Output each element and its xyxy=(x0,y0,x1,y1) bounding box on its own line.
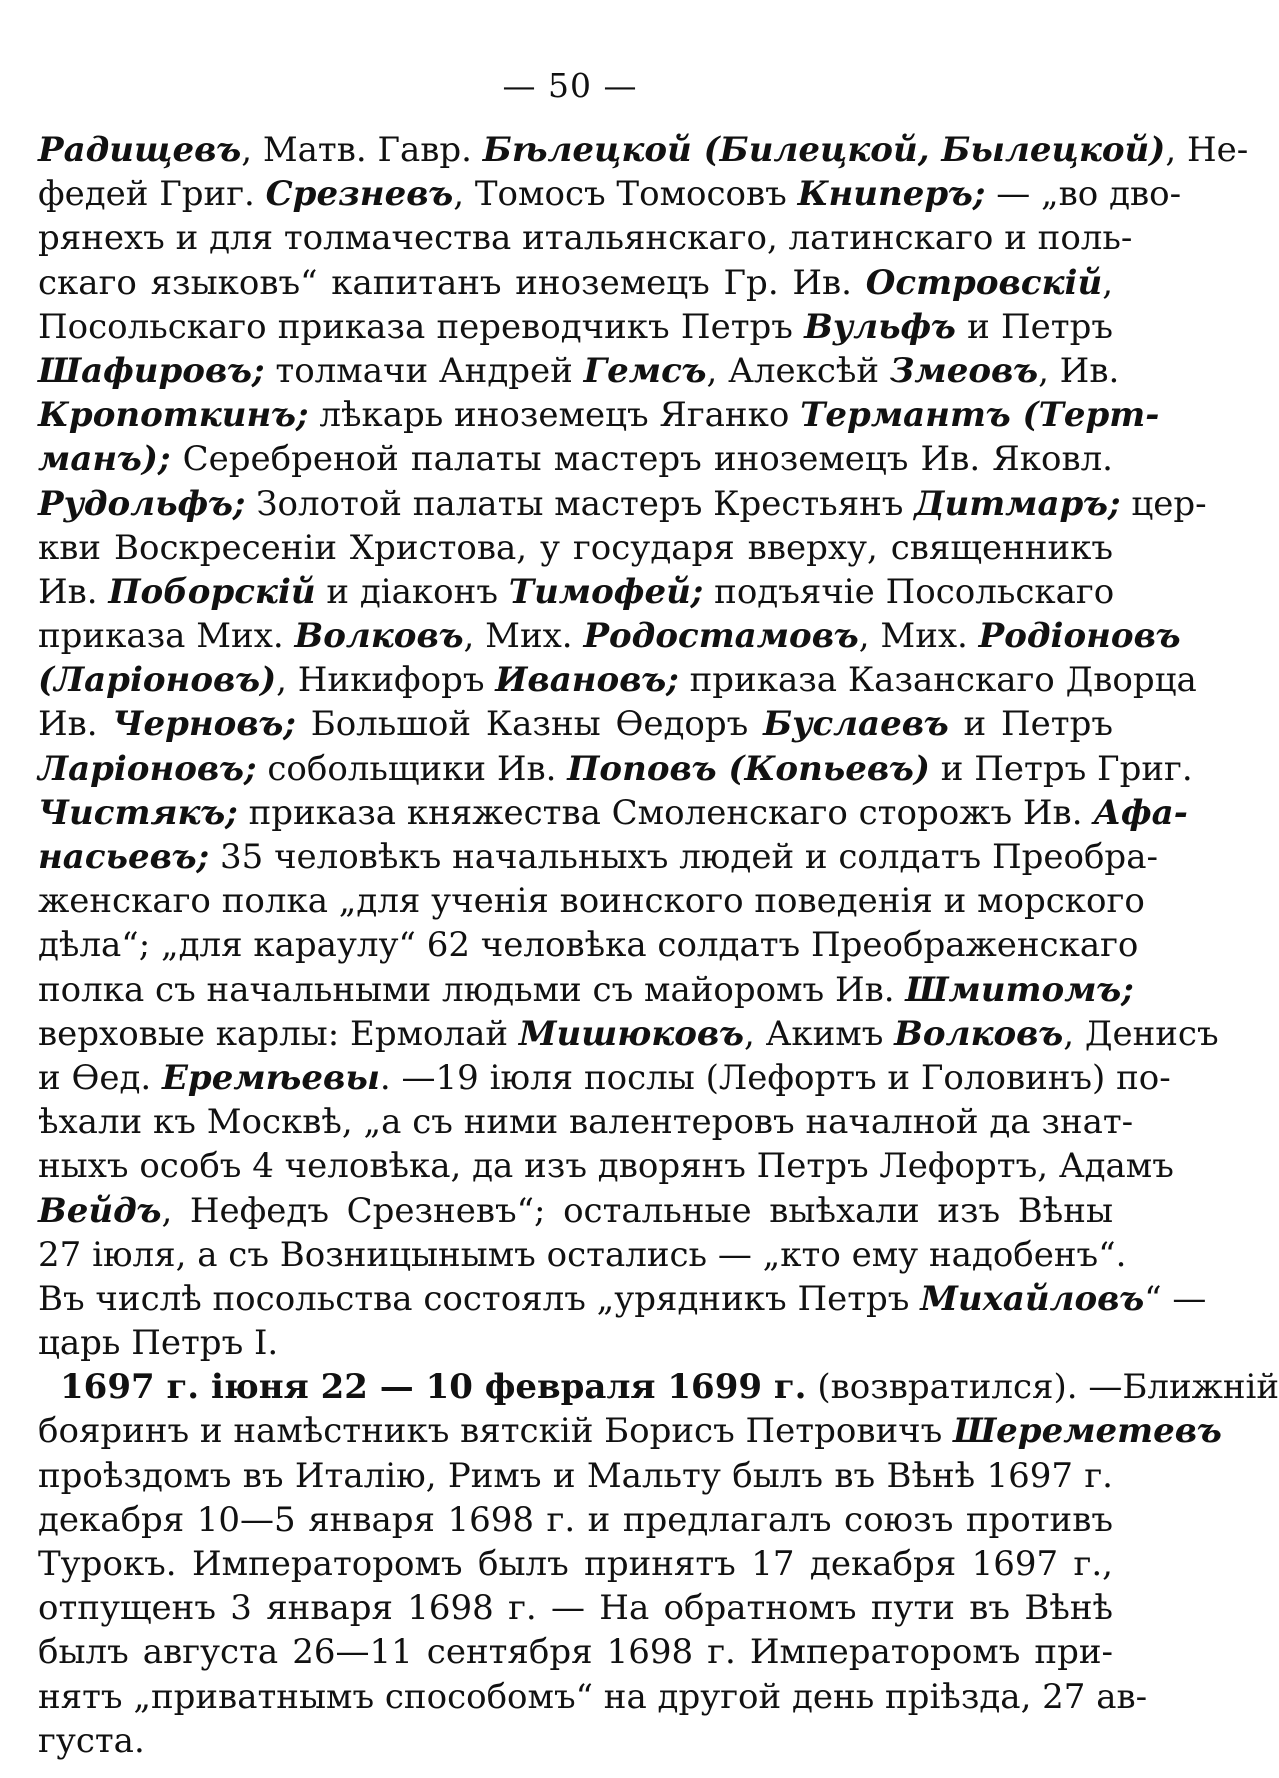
text-segment: , Никифоръ xyxy=(276,660,496,701)
text-line xyxy=(38,216,1133,260)
text-segment: . —19 іюля послы (Лефортъ и Головинъ) по- xyxy=(379,1057,1171,1098)
text-segment: и Петръ xyxy=(948,704,1113,745)
text-line xyxy=(38,1586,1113,1630)
text-segment: , Не- xyxy=(1165,130,1249,170)
text-line xyxy=(38,1630,1113,1674)
text-line xyxy=(38,702,1113,746)
text-segment: приказа Мих. xyxy=(38,616,295,657)
text-segment: подъячіе Посольскаго xyxy=(703,571,1115,612)
text-segment: собольщики Ив. xyxy=(256,748,568,789)
text-segment: ныхъ особъ 4 человѣка, да изъ дворянъ Петръ Лефортъ, Адамъ xyxy=(38,1146,1174,1187)
italic-name: Чистякъ; xyxy=(38,792,238,833)
text-segment: — „во дво- xyxy=(985,174,1182,215)
italic-name: Срезневъ xyxy=(265,174,454,215)
text-line xyxy=(38,835,1158,879)
italic-name: Родостамовъ xyxy=(583,616,859,657)
text-line xyxy=(38,1144,1174,1188)
italic-name: Афа- xyxy=(1093,792,1188,833)
text-line xyxy=(38,968,1134,1012)
text-line xyxy=(38,172,1182,216)
italic-name: Вейдъ xyxy=(38,1190,162,1231)
italic-name: Волковъ xyxy=(894,1013,1064,1054)
text-line xyxy=(38,1675,1148,1719)
italic-name: Островскій xyxy=(865,262,1103,303)
italic-name: Родіоновъ xyxy=(978,616,1181,657)
text-segment: “ — xyxy=(1144,1278,1207,1319)
italic-name: Радищевъ xyxy=(38,130,242,170)
italic-name: Тимофей; xyxy=(508,571,704,612)
italic-name: Ивановъ; xyxy=(495,660,679,701)
text-segment: 27 іюля, а съ Возницынымъ остались — „кто ему надобенъ“. xyxy=(38,1234,1127,1275)
text-segment: полка съ начальными людьми съ майоромъ Ив. xyxy=(38,969,906,1010)
italic-name: Ларіоновъ; xyxy=(38,748,257,789)
italic-name: Шмитомъ; xyxy=(905,969,1134,1010)
text-segment: проѣздомъ въ Италію, Римъ и Мальту былъ въ Вѣнѣ 1697 г. xyxy=(38,1455,1113,1496)
text-line xyxy=(38,1100,1134,1144)
italic-name: Книперъ; xyxy=(797,174,986,215)
text-line xyxy=(38,1233,1127,1277)
text-line xyxy=(38,1542,1113,1586)
italic-name: Вульфъ xyxy=(804,306,956,347)
italic-name: Поборскій xyxy=(108,571,316,612)
italic-name: насьевъ; xyxy=(38,837,210,877)
text-segment: Ив. xyxy=(38,571,109,612)
text-line xyxy=(38,1365,1279,1409)
text-line xyxy=(38,1454,1113,1498)
text-segment: 35 человѣкъ начальныхъ людей и солдатъ Преобра- xyxy=(209,837,1158,877)
italic-name: Гемсъ xyxy=(583,350,707,391)
text-line xyxy=(38,879,1145,923)
text-segment: и діаконъ xyxy=(315,571,509,612)
text-line xyxy=(38,1321,1113,1365)
bold-date: 1697 г. іюня 22 — 10 февраля 1699 г. xyxy=(60,1367,807,1408)
italic-name: Михайловъ xyxy=(920,1278,1145,1319)
text-line xyxy=(38,482,1207,526)
text-line xyxy=(38,393,1160,437)
text-line xyxy=(38,1056,1171,1100)
text-segment: и Ѳед. xyxy=(38,1057,163,1098)
text-segment: женскаго полка „для ученія воинского поведенія и морского xyxy=(38,881,1145,922)
text-segment: кви Воскресеніи Христова, у государя вверху, священникъ xyxy=(38,527,1113,568)
text-line xyxy=(38,526,1113,570)
italic-name: Термантъ (Терт- xyxy=(800,395,1160,436)
text-segment: нятъ „приватнымъ способомъ“ на другой день пріѣзда, 27 ав- xyxy=(38,1676,1148,1717)
text-line xyxy=(38,437,1113,481)
italic-name: Буслаевъ xyxy=(763,704,949,745)
italic-name: Бѣлецкой (Билецкой, Былецкой) xyxy=(482,130,1166,170)
text-line xyxy=(38,1409,1222,1453)
text-segment: дѣла“; „для караулу“ 62 человѣка солдатъ Преображенскаго xyxy=(38,925,1139,966)
text-segment: Серебреной палаты мастеръ иноземецъ Ив. Яковл. xyxy=(170,439,1113,480)
page-number: — 50 — xyxy=(502,66,638,105)
text-segment: рянехъ и для толмачества итальянскаго, латинскаго и поль- xyxy=(38,218,1133,259)
text-segment: , Денисъ xyxy=(1063,1013,1219,1054)
italic-name: манъ); xyxy=(38,439,171,480)
text-segment: Посольскаго приказа переводчикъ Петръ xyxy=(38,306,805,347)
text-segment: (возвратился). —Ближній xyxy=(806,1367,1279,1408)
italic-name: Еремѣевы xyxy=(162,1057,380,1098)
text-segment: , Матв. Гавр. xyxy=(241,130,483,170)
text-segment: и Петръ Григ. xyxy=(930,748,1193,789)
text-segment: былъ августа 26—11 сентября 1698 г. Императоромъ при- xyxy=(38,1632,1113,1673)
italic-name: Черновъ; xyxy=(112,704,296,745)
text-line xyxy=(38,1498,1113,1542)
text-segment: Въ числѣ посольства состоялъ „урядникъ Петръ xyxy=(38,1278,921,1319)
text-segment: , Акимъ xyxy=(743,1013,895,1054)
body-text xyxy=(38,128,1279,1763)
text-line xyxy=(38,261,1113,305)
text-segment: царь Петръ I. xyxy=(38,1323,279,1364)
text-segment: , Томосъ Томосовъ xyxy=(453,174,798,215)
italic-name: Змеовъ xyxy=(889,350,1039,391)
italic-name: Кропоткинъ; xyxy=(38,395,309,436)
text-line xyxy=(38,1277,1207,1321)
text-segment: цер- xyxy=(1120,483,1207,524)
text-segment: густа. xyxy=(38,1720,145,1761)
text-segment: приказа Казанскаго Дворца xyxy=(678,660,1197,701)
italic-name: Шафировъ; xyxy=(38,350,265,391)
text-line xyxy=(38,305,1113,349)
italic-name: Рудольфъ; xyxy=(38,483,246,524)
text-segment: , Нефедъ Срезневъ“; остальные выѣхали изъ Вѣны xyxy=(161,1190,1113,1231)
text-line xyxy=(38,349,1120,393)
text-segment: , xyxy=(1102,262,1113,303)
text-segment: Золотой палаты мастеръ Крестьянъ xyxy=(245,483,915,524)
text-line xyxy=(38,570,1113,614)
italic-name: Волковъ xyxy=(294,616,464,657)
text-line xyxy=(38,1719,1113,1763)
text-segment: верховые карлы: Ермолай xyxy=(38,1013,519,1054)
italic-name: Шереметевъ xyxy=(953,1411,1222,1452)
text-segment: приказа княжества Смоленскаго сторожъ Ив. xyxy=(237,792,1094,833)
text-segment: Большой Казны Ѳедоръ xyxy=(295,704,764,745)
text-line xyxy=(38,128,1249,172)
text-segment: , Ив. xyxy=(1038,350,1120,391)
text-line xyxy=(38,791,1188,835)
text-segment: , Мих. xyxy=(463,616,584,657)
text-segment: , Алексѣй xyxy=(706,350,890,391)
text-segment: бояринъ и намѣстникъ вятскій Борисъ Петровичъ xyxy=(38,1411,954,1452)
text-segment: и Петръ xyxy=(955,306,1113,347)
text-segment: отпущенъ 3 января 1698 г. — На обратномъ пути въ Вѣнѣ xyxy=(38,1588,1113,1629)
text-line xyxy=(38,1189,1113,1233)
text-segment: , Мих. xyxy=(858,616,979,657)
text-line xyxy=(38,923,1139,967)
text-line xyxy=(38,658,1197,702)
italic-name: Поповъ (Копьевъ) xyxy=(567,748,930,789)
italic-name: Дитмаръ; xyxy=(914,483,1121,524)
text-segment: скаго языковъ“ капитанъ иноземецъ Гр. Ив. xyxy=(38,262,866,303)
text-line xyxy=(38,614,1181,658)
italic-name: Мишюковъ xyxy=(518,1013,744,1054)
italic-name: (Ларіоновъ) xyxy=(38,660,277,701)
text-segment: декабря 10—5 января 1698 г. и предлагалъ союзъ противъ xyxy=(38,1499,1113,1540)
text-segment: ѣхали къ Москвѣ, „а съ ними валентеровъ началной да знат- xyxy=(38,1102,1134,1143)
text-segment: Ив. xyxy=(38,704,113,745)
text-line xyxy=(38,747,1193,791)
text-segment: лѣкарь иноземецъ Яганко xyxy=(308,395,801,436)
text-line xyxy=(38,1012,1219,1056)
text-segment: Турокъ. Императоромъ былъ принятъ 17 декабря 1697 г., xyxy=(38,1544,1113,1584)
text-segment: толмачи Андрей xyxy=(264,350,584,391)
text-segment: федей Григ. xyxy=(38,174,266,215)
